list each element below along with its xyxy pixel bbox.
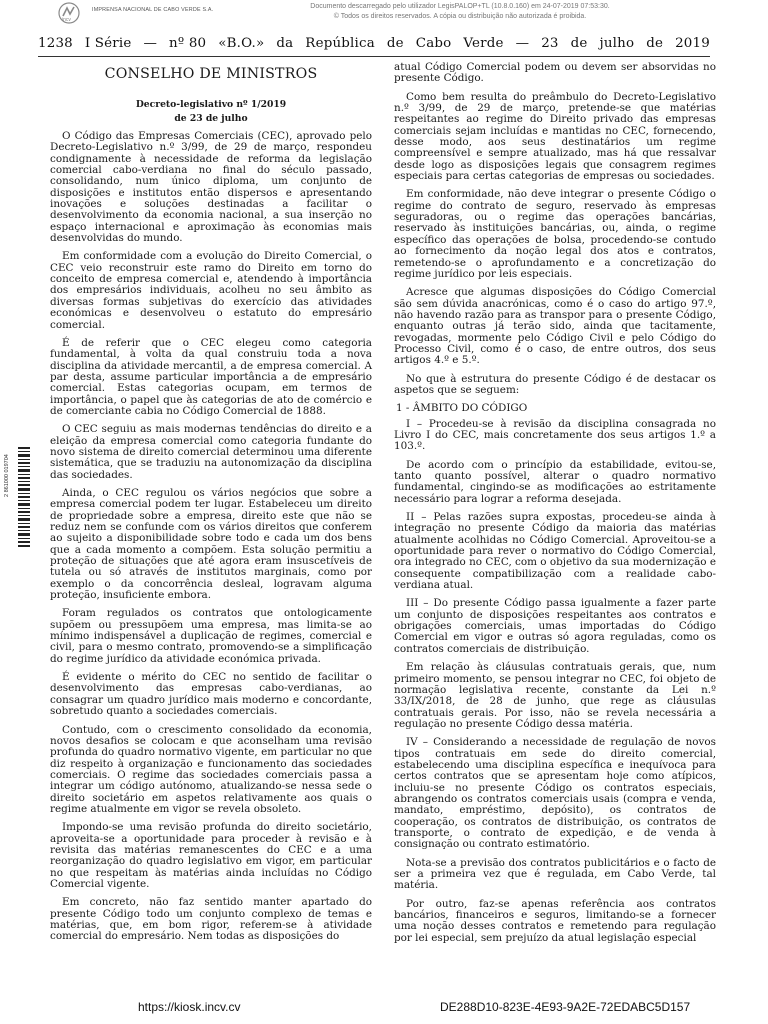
- paragraph: IV – Considerando a necessidade de regulação de novos tipos contratuais em sede do direito comercial, estabelecendo uma disciplina específica e inequívoca para certos contratos que se apresentam hoje como atípicos, incluiu-se no presente Código os contratos especiais, abrangendo os contratos comerciais usais (compra e venda, mandato, empréstimo, depósito), os contratos de cooperação, os contratos de distribuição, os contratos de transporte, o contrato de expedição, e de venda à consignação ou contrato estimatório.: [394, 736, 716, 851]
- council-heading: CONSELHO DE MINISTROS: [104, 66, 318, 82]
- document-id: DE288D10-823E-4E93-9A2E-72EDABC5D157: [440, 1000, 691, 1014]
- header-day: 23: [541, 36, 559, 51]
- download-notice: [310, 2, 610, 22]
- header-de-2: de: [570, 36, 588, 51]
- decree-title: Decreto-legislativo nº 1/2019: [135, 99, 287, 110]
- paragraph: I – Procedeu-se à revisão da disciplina consagrada no Livro I do CEC, mais concretamente dos seus artigos 1.º a 103.º.: [394, 417, 716, 453]
- paragraph: No que à estrutura do presente Código é de destacar os aspetos que se seguem:: [394, 372, 716, 396]
- header-page: 1238: [38, 36, 73, 51]
- header-da: da: [276, 36, 294, 51]
- paragraph: Por outro, faz-se apenas referência aos contratos bancários, financeiros e seguros, limitando-se a fornecer uma noção desses contratos e remetendo para regulação por lei especial, sem prejuízo da atual legislação especial: [394, 897, 716, 944]
- paragraph: Em conformidade com a evolução do Direito Comercial, o CEC veio reconstruir este ramo do Direito em torno do conceito de empresa comercial e, atendendo à importância dos empresários individuais, acolheu no seu âmbito as diversas formas subjetivas do exercício das atividades económicas e desenvolveu o estatuto do empresário comercial.: [50, 250, 372, 331]
- paragraph: De acordo com o princípio da estabilidade, evitou-se, tanto quanto possível, alterar o quadro normativo fundamental, cingindo-se as modificações ao estritamente necessário para lograr a reforma desejada.: [394, 458, 716, 505]
- header-serie: I Série: [84, 36, 132, 51]
- header-cabo: Cabo: [415, 36, 452, 51]
- section-heading: 1 - ÂMBITO DO CÓDIGO: [396, 402, 528, 415]
- incv-logo: [58, 2, 88, 24]
- barcode-icon: [18, 447, 30, 547]
- side-code-number: 2 861000 019704: [4, 454, 10, 497]
- paragraph-continuation: atual Código Comercial podem ou devem ser absorvidas no presente Código.: [394, 61, 716, 85]
- header-dash-2: —: [515, 36, 530, 51]
- header-verde: Verde: [463, 36, 504, 51]
- header-month: julho: [599, 36, 635, 51]
- left-column: [50, 62, 372, 950]
- side-barcode: [4, 447, 30, 547]
- logo-text: IMPRENSA NACIONAL DE CABO VERDE S.A.: [92, 7, 214, 13]
- header-rule: [38, 56, 710, 57]
- download-line-2: © Todos os direitos reservados. A cópia ou distribuição não autorizada é proibida.: [333, 13, 587, 20]
- paragraph: Como bem resulta do preâmbulo do Decreto-Legislativo n.º 3/99, de 29 de março, pretende-se que matérias respeitantes ao regime do Direito privado das empresas comerciais sejam incluídas e mantidas no CEC, fornecendo, desse modo, aos seus destinatários um regime compreensível e sempre atualizado, mas há que ressalvar desde logo as disposições legais que consagrem regimes especiais para certas categorias de empresas ou sociedades.: [394, 90, 716, 183]
- footer-url-link[interactable]: https://kiosk.incv.cv: [138, 1000, 241, 1014]
- paragraph: O Código das Empresas Comerciais (CEC), aprovado pelo Decreto-Legislativo n.º 3/99, de 29 de março, respondeu condignamente à necessidade de reforma da legislação comercial cabo-verdiana no final do século passado, consolidando, num único diploma, um conjunto de disposições e institutos então dispersos e apresentando inovações e soluções destinadas a facilitar o desenvolvimento da economia nacional, a sua inserção no espaço internacional e aproximação às economias mais desenvolvidas do mundo.: [50, 130, 372, 245]
- paragraph: É evidente o mérito do CEC no sentido de facilitar o desenvolvimento das empresas cabo-verdianas, ao consagrar um quadro jurídico mais moderno e concordante, sobretudo quanto a sociedades comerciais.: [50, 671, 372, 718]
- paragraph: Foram regulados os contratos que ontologicamente supõem ou pressupõem uma empresa, mas limita-se ao mínimo indispensável a duplicação de regimes, comercial e civil, para o mesmo contrato, promovendo-se a simplificação do regime jurídico da atividade económica privada.: [50, 607, 372, 665]
- download-line-1: Documento descarregado pelo utilizador LegisPALOP+TL (10.8.0.160) em 24-07-2019 07:53:30.: [310, 3, 610, 10]
- page-header: [38, 36, 710, 51]
- paragraph: Em conformidade, não deve integrar o presente Código o regime do contrato de seguro, reservado às empresas seguradoras, ou o regime das operações bancárias, reservado às instituições bancárias, ou, ainda, o regime específico das operações de bolsa, procedendo-se contudo ao fornecimento da noção legal dos atos e contratos, remetendo-se o aprofundamento e a concretização do regime jurídico por leis especiais.: [394, 188, 716, 280]
- header-bo: «B.O.»: [218, 36, 265, 51]
- header-de-3: de: [646, 36, 664, 51]
- paragraph: É de referir que o CEC elegeu como categoria fundamental, à volta da qual construiu toda a nova disciplina da atividade mercantil, a de empresa comercial. A par desta, assume particular importância a de empresário comercial. Estas categorias ocupam, em termos de importância, o papel que às categorias de ato de comércio e de comerciante cabia no Código Comercial de 1888.: [50, 336, 372, 417]
- paragraph: Impondo-se uma revisão profunda do direito societário, aproveita-se a oportunidade para proceder à revisão e à revisita das matérias remanescentes do CEC e a uma reorganização do quadro legislativo em vigor, em particular no que respeitam às matérias ainda incluídas no Código Comercial vigente.: [50, 821, 372, 890]
- header-dash-1: —: [143, 36, 158, 51]
- paragraph: II – Pelas razões supra expostas, procedeu-se ainda à integração no presente Código da maioria das matérias atualmente acolhidas no Código Comercial. Aproveitou-se a oportunidade para rever o normativo do Código Comercial, ora integrado no CEC, com o objetivo da sua modernização e consequente compatibilização com a realidade cabo-verdiana atual.: [394, 511, 717, 592]
- header-number: nº 80: [169, 36, 207, 51]
- paragraph: Acresce que algumas disposições do Código Comercial são sem dúvida anacrónicas, como é o caso do artigo 97.º, não havendo razão para as transpor para o presente Código, enquanto outras já terão sido, ainda que tacitamente, revogadas, mormente pelo Código Civil e pelo Código do Processo Civil, como é o caso, de entre outros, dos seus artigos 4.º e 5.º.: [394, 286, 716, 367]
- download-banner: [0, 0, 768, 26]
- paragraph: O CEC seguiu as mais modernas tendências do direito e a eleição da empresa comercial como categoria fundante do novo sistema de direito comercial determinou uma diferente sistemática, que se traduziu na autonomização da disciplina das sociedades.: [50, 423, 372, 481]
- right-column: [394, 62, 716, 951]
- decree-date: de 23 de julho: [174, 113, 248, 124]
- paragraph: Contudo, com o crescimento consolidado da economia, novos desafios se colocam e que aconselham uma revisão profunda do quadro normativo vigente, em particular no que diz respeito à organização e funcionamento das sociedades comerciais. O regime das sociedades comerciais passa a integrar um código autónomo, atualizando-se nessa sede o direito societário em aspetos relativamente aos quais o regime atualmente em vigor se revela obsoleto.: [50, 723, 372, 815]
- paragraph: III – Do presente Código passa igualmente a fazer parte um conjunto de disposições respeitantes aos contratos e obrigações comerciais, umas importadas do Código Comercial em vigor e outras só agora reguladas, como os contratos comerciais de distribuição.: [394, 597, 716, 655]
- header-year: 2019: [675, 36, 710, 51]
- paragraph: Ainda, o CEC regulou os vários negócios que sobre a empresa comercial podem ter lugar. Estabeleceu um direito de propriedade sobre a empresa, direito este que não se reduz nem se confunde com os vários direitos que conferem ao sujeito a disponibilidade sobre todo e cada um dos bens que a cada momento a compõem. Esta solução permitiu a proteção de situações que até agora eram insuscetíveis de tutela ou só através de institutos marginais, como por exemplo o da concorrência desleal, logravam alguma proteção, insuficiente embora.: [50, 486, 372, 602]
- header-de: de: [386, 36, 404, 51]
- paragraph: Em relação às cláusulas contratuais gerais, que, num primeiro momento, se pensou integrar no CEC, foi objeto de normação legislativa recente, constante da Lei n.º 33/IX/2018, de 28 de junho, que rege as cláusulas contratuais gerais. Por isso, não se revela necessária a regulação no presente Código dessa matéria.: [394, 661, 716, 730]
- paragraph: Em concreto, não faz sentido manter apartado do presente Código todo um conjunto complexo de temas e matérias, que, em bom rigor, referem-se à atividade comercial do empresário. Nem todas as disposições do: [50, 896, 372, 943]
- svg-text:incv: incv: [62, 17, 71, 23]
- incv-logo-icon: [58, 2, 80, 24]
- header-republica: República: [305, 36, 375, 51]
- paragraph: Nota-se a previsão dos contratos publicitários e o facto de ser a primeira vez que é regulada, em Cabo Verde, tal matéria.: [394, 856, 716, 892]
